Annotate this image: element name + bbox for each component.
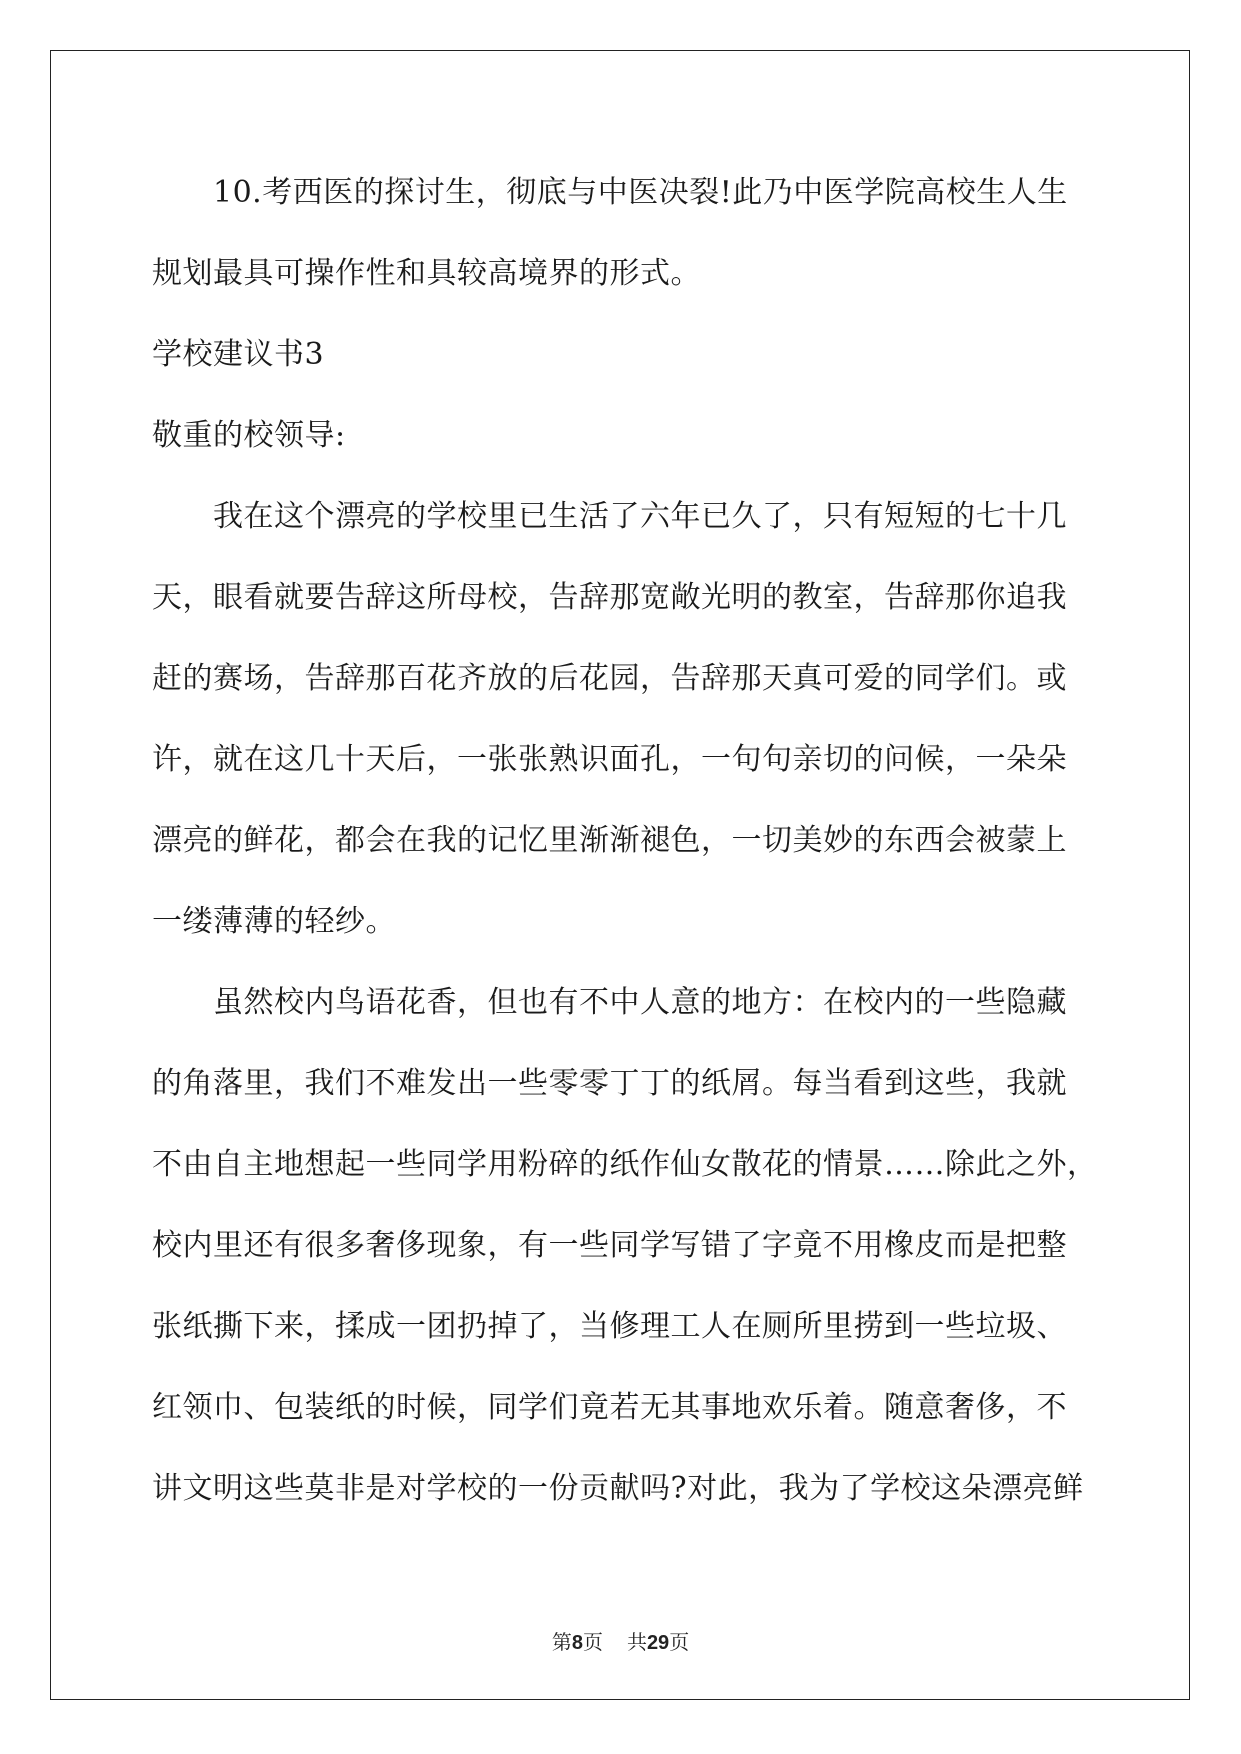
text-line: 校内里还有很多奢侈现象，有一些同学写错了字竟不用橡皮而是把整 [152, 1228, 1067, 1263]
page-suffix: 页 [582, 1630, 603, 1654]
text-line: 红领巾、包装纸的时候，同学们竟若无其事地欢乐着。随意奢侈，不 [152, 1390, 1067, 1425]
text-line: 漂亮的鲜花，都会在我的记忆里渐渐褪色，一切美妙的东西会被蒙上 [152, 823, 1067, 858]
page-footer [0, 1628, 1241, 1657]
total-suffix: 页 [669, 1630, 690, 1654]
page-total: 29 [646, 1632, 670, 1654]
text-line: 一缕薄薄的轻纱。 [152, 904, 396, 939]
text-line: 规划最具可操作性和具较高境界的形式。 [152, 256, 701, 291]
section-heading: 学校建议书3 [152, 337, 325, 372]
page-current: 8 [571, 1632, 583, 1654]
text-line: 张纸撕下来，揉成一团扔掉了，当修理工人在厕所里捞到一些垃圾、 [152, 1309, 1067, 1344]
text-line: 许，就在这几十天后，一张张熟识面孔，一句句亲切的问候，一朵朵 [152, 742, 1067, 777]
text-line: 赶的赛场，告辞那百花齐放的后花园，告辞那天真可爱的同学们。或 [152, 661, 1067, 696]
page-prefix: 第 [551, 1630, 572, 1654]
total-prefix: 共 [626, 1630, 647, 1654]
text-line: 的角落里，我们不难发出一些零零丁丁的纸屑。每当看到这些，我就 [152, 1066, 1067, 1101]
text-line: 虽然校内鸟语花香，但也有不中人意的地方：在校内的一些隐藏 [152, 985, 1067, 1020]
document-body [152, 163, 1098, 1540]
text-line: 我在这个漂亮的学校里已生活了六年已久了，只有短短的七十几 [152, 499, 1067, 534]
salutation: 敬重的校领导: [152, 418, 346, 453]
text-line: 不由自主地想起一些同学用粉碎的纸作仙女散花的情景……除此之外， [152, 1147, 1098, 1182]
text-line: 讲文明这些莫非是对学校的一份贡献吗?对此，我为了学校这朵漂亮鲜 [152, 1471, 1084, 1506]
text-line: 10.考西医的探讨生，彻底与中医决裂!此乃中医学院高校生人生 [152, 175, 1068, 210]
text-line: 天，眼看就要告辞这所母校，告辞那宽敞光明的教室，告辞那你追我 [152, 580, 1067, 615]
